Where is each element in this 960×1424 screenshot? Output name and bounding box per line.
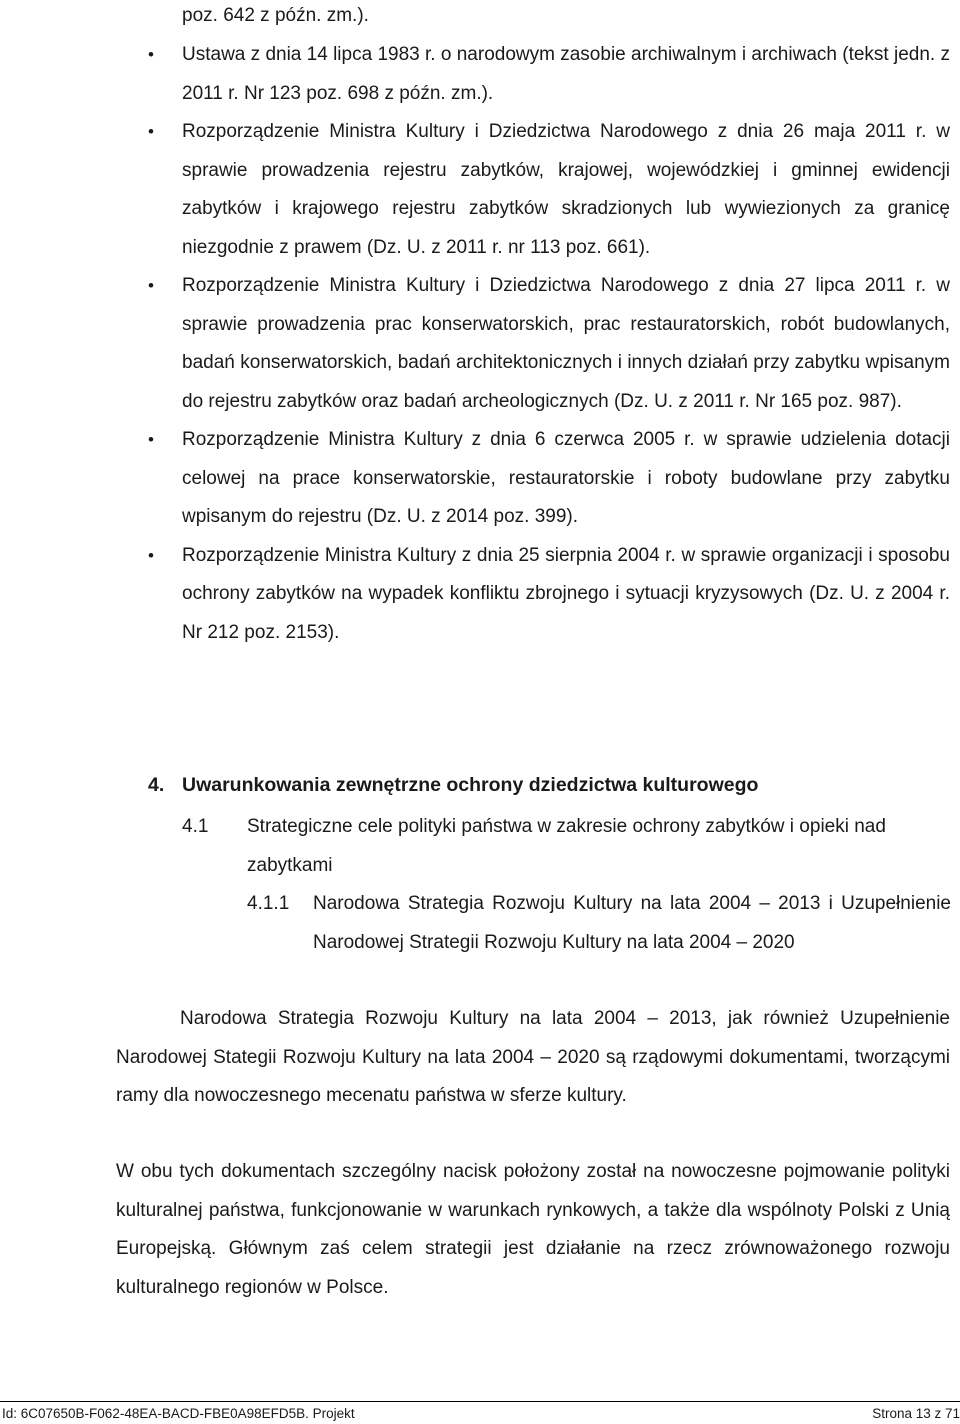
list-item-text: Ustawa z dnia 14 lipca 1983 r. o narodowym zasobie archiwalnym i archiwach (tekst jedn. z 2011 r. Nr 123 poz. 698 z późn. zm.). xyxy=(182,44,950,104)
list-item xyxy=(148,267,950,421)
section-heading-4-1 xyxy=(182,808,952,885)
list-item-text: Rozporządzenie Ministra Kultury i Dziedzictwa Narodowego z dnia 27 lipca 2011 r. w sprawie prowadzenia prac konserwatorskich, prac restauratorskich, robót budowlanych, badań konserwatorskich, badań architektonicznych i innych działań przy zabytku wpisanym do rejestru zabytków oraz badań archeologicznych (Dz. U. z 2011 r. Nr 165 poz. 987). xyxy=(182,275,950,412)
body-paragraph: Narodowa Strategia Rozwoju Kultury na lata 2004 – 2013, jak również Uzupełnienie Narodowej Stategii Rozwoju Kultury na lata 2004 – 2020 są rządowymi dokumentami, tworzącymi ramy dla nowoczesnego mecenatu państwa w sferze kultury. xyxy=(116,1008,950,1106)
list-item xyxy=(148,113,950,267)
section-number: 4. xyxy=(148,774,165,796)
legal-acts-list xyxy=(0,36,960,652)
body-paragraph: W obu tych dokumentach szczególny nacisk położony został na nowoczesne pojmowanie polityki kulturalnej państwa, funkcjonowanie w warunkach rynkowych, a także dla wspólnoty Polski z Unią Europejską. Głównym zaś celem strategii jest działanie na rzecz zrównoważonego rozwoju kulturalnego regionów w Polsce. xyxy=(116,1161,950,1298)
section-heading-4-1-1 xyxy=(247,885,951,962)
section-number: 4.1.1 xyxy=(247,893,290,914)
bullet-icon: • xyxy=(148,276,154,295)
continuation-text: poz. 642 z późn. zm.). xyxy=(182,5,369,26)
section-title: Narodowa Strategia Rozwoju Kultury na lata 2004 – 2013 i Uzupełnienie Narodowej Strategii Rozwoju Kultury na lata 2004 – 2020 xyxy=(313,893,951,953)
section-number: 4.1 xyxy=(182,816,209,837)
list-item xyxy=(148,36,950,113)
bullet-icon: • xyxy=(148,430,154,449)
list-item-text: Rozporządzenie Ministra Kultury z dnia 6 czerwca 2005 r. w sprawie udzielenia dotacji celowej na prace konserwatorskie, restauratorskie i roboty budowlane przy zabytku wpisanym do rejestru (Dz. U. z 2014 poz. 399). xyxy=(182,429,950,527)
section-title: Strategiczne cele polityki państwa w zakresie ochrony zabytków i opieki nad zabytkami xyxy=(247,816,886,876)
list-item xyxy=(148,537,950,653)
section-title: Uwarunkowania zewnętrzne ochrony dziedzictwa kulturowego xyxy=(182,774,759,796)
list-item-text: Rozporządzenie Ministra Kultury z dnia 25 sierpnia 2004 r. w sprawie organizacji i sposobu ochrony zabytków na wypadek konfliktu zbrojnego i sytuacji kryzysowych (Dz. U. z 2004 r. Nr 212 poz. 2153). xyxy=(182,544,950,643)
section-heading-4 xyxy=(148,770,758,800)
bullet-icon: • xyxy=(148,545,154,565)
bullet-icon: • xyxy=(148,45,154,64)
document-id: Id: 6C07650B-F062-48EA-BACD-FBE0A98EFD5B. Projekt xyxy=(2,1406,355,1421)
list-item xyxy=(148,421,950,537)
bullet-icon: • xyxy=(148,122,154,141)
page-footer xyxy=(0,1401,960,1424)
page-number: Strona 13 z 71 xyxy=(872,1406,960,1421)
list-item-text: Rozporządzenie Ministra Kultury i Dziedzictwa Narodowego z dnia 26 maja 2011 r. w sprawie prowadzenia rejestru zabytków, krajowej, wojewódzkiej i gminnej ewidencji zabytków i krajowego rejestru zabytków skradzionych lub wywiezionych za granicę niezgodnie z prawem (Dz. U. z 2011 r. nr 113 poz. 661). xyxy=(182,121,950,258)
